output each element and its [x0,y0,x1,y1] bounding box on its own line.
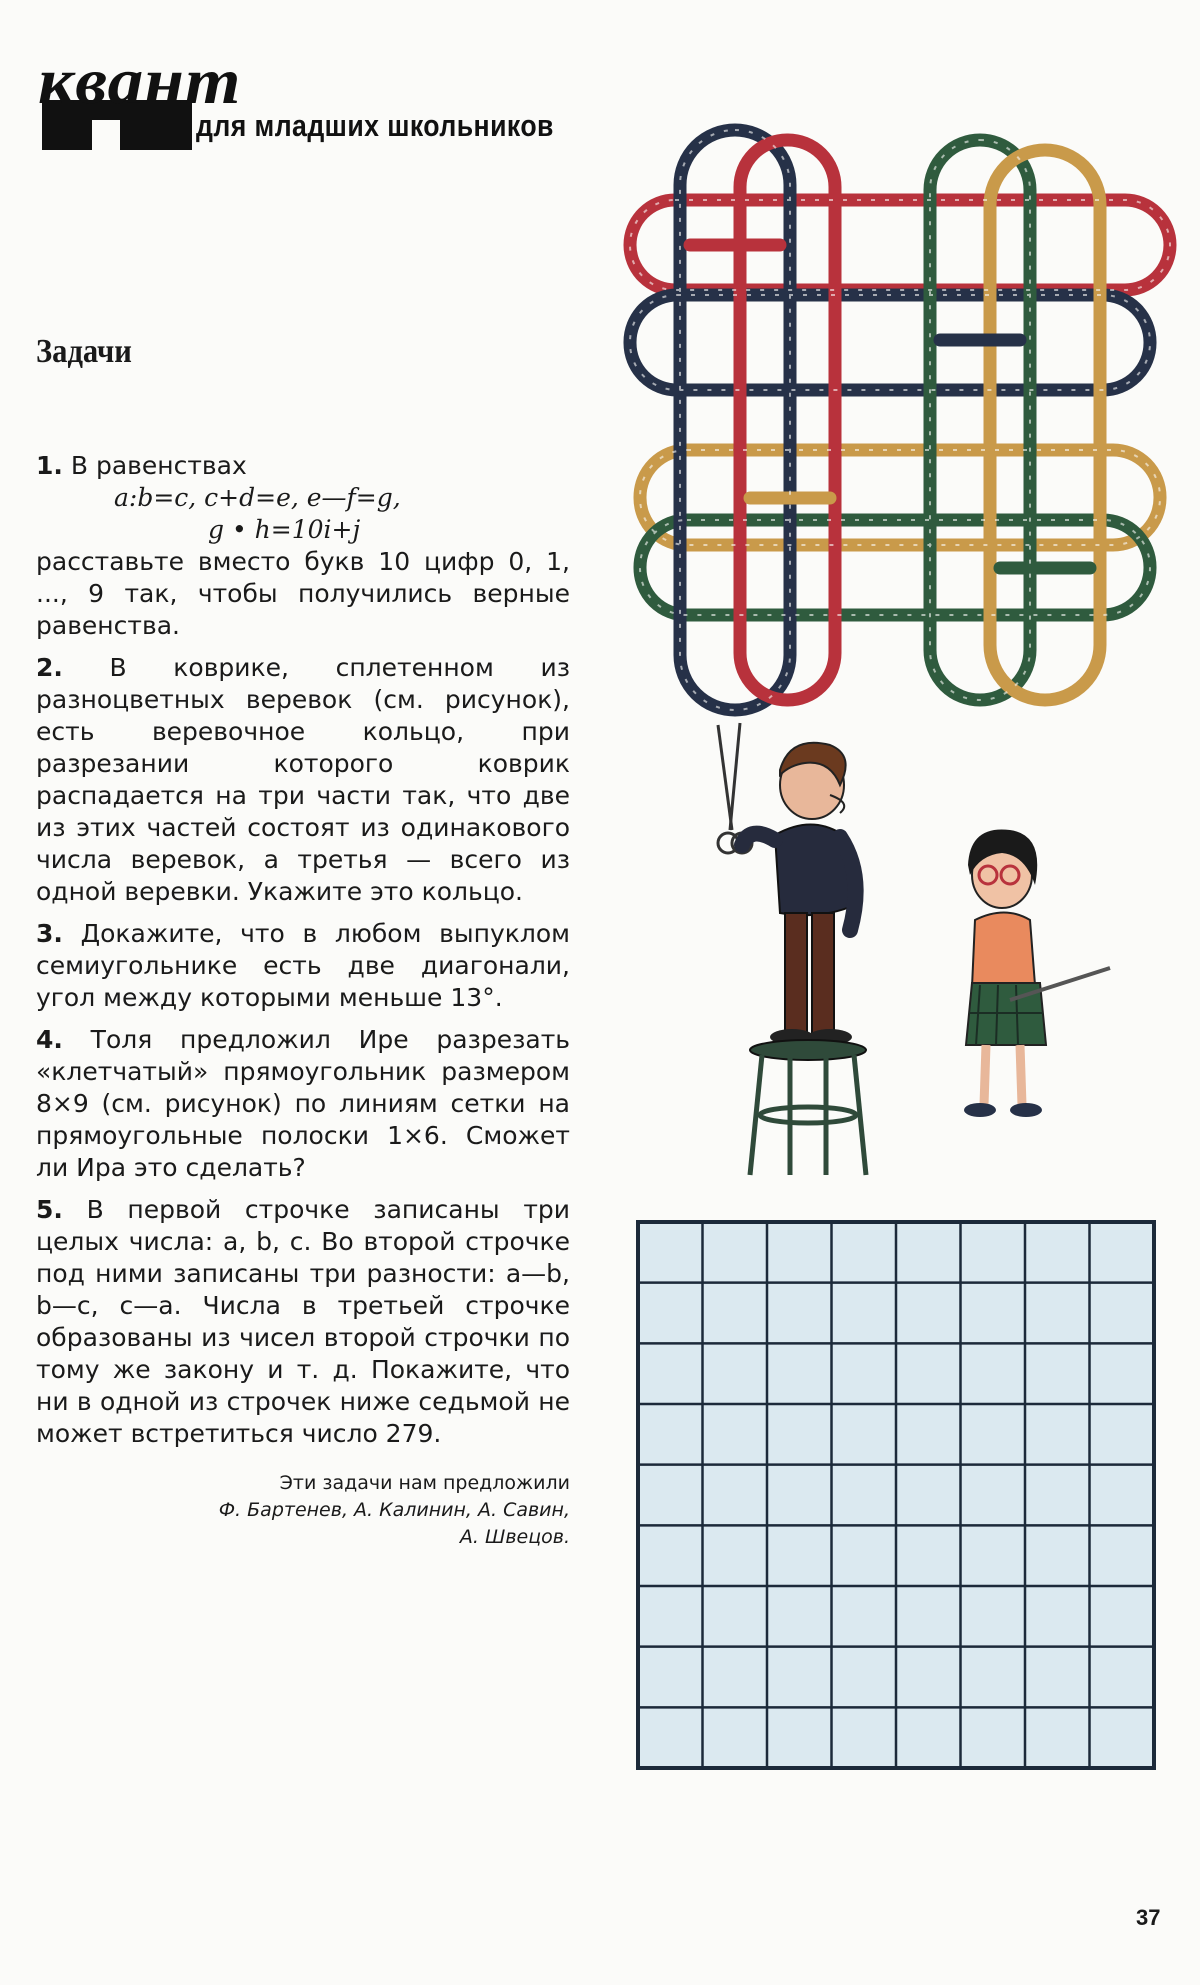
logo-word: квант [38,45,242,118]
problem-intro: В равенствах [70,451,247,480]
problem-4 [36,1024,570,1184]
tolya-figure [718,723,866,1175]
ira-figure [964,829,1110,1117]
rope-loop-horizontal [630,295,1150,390]
problem-1 [36,450,570,642]
credits [36,1470,570,1551]
rope-rug-illustration [620,120,1180,720]
section-title: Задачи [36,333,132,370]
grid-rectangle-8x9 [636,1220,1156,1770]
formula-line: g • h=10i+j [208,515,361,544]
problem-text: В коврике, сплетенном из разноцветных веревок (см. рисунок), есть веревочное кольцо, при разрезании которого коврик распадается на три части так, что две из этих частей состоят из одинакового числа веревок, а третья — всего из одной веревки. Укажите это кольцо. [36,653,570,906]
problem-number: 1. [36,451,63,480]
problem-number: 2. [36,653,63,682]
credits-names: А. Швецов. [459,1526,570,1548]
page-number: 37 [1136,1905,1161,1930]
problem-number: 4. [36,1025,63,1054]
magazine-logo [36,42,606,152]
rope-loop-horizontal [640,450,1160,545]
problems-column [36,450,570,1551]
logo-subtitle: для младших школьников [196,108,554,143]
problem-number: 5. [36,1195,63,1224]
problem-text: Толя предложил Ире разрезать «клетчатый» прямоугольник размером 8×9 (см. рисунок) по линиям сетки на прямоугольные полоски 1×6. Сможет ли Ира это сделать? [36,1025,571,1182]
characters-illustration [680,715,1120,1185]
formula-line: a:b=c, c+d=e, e—f=g, [114,483,401,512]
problem-5 [36,1194,570,1450]
problem-number: 3. [36,919,63,948]
problem-text: В первой строчке записаны три целых числа: a, b, c. Во второй строчке под ними записаны три разности: a—b, b—c, c—a. Числа в третьей строчке образованы из чисел второй строчки по тому же закону и т. д. Покажите, что ни в одной из строчек ниже седьмой не может встретиться число 279. [36,1195,570,1448]
problem-text: Докажите, что в любом выпуклом семиугольнике есть две диагонали, угол между которыми меньше 13°. [36,919,570,1012]
credits-intro: Эти задачи нам предложили [279,1472,570,1494]
problem-2 [36,652,570,908]
problem-3 [36,918,570,1014]
credits-names: Ф. Бартенев, А. Калинин, А. Савин, [218,1499,570,1521]
problem-text: расставьте вместо букв 10 цифр 0, 1, ..., 9 так, чтобы получились верные равенства. [36,547,570,640]
